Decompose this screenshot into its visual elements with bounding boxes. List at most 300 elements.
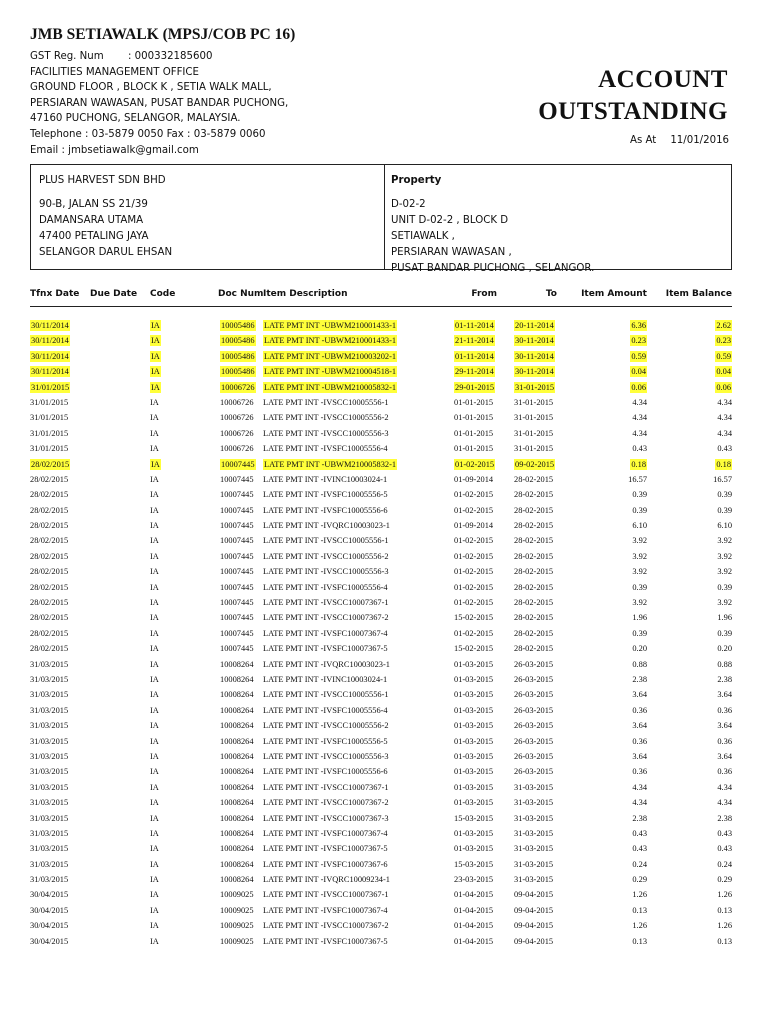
cell-from: 01-02-2015 — [454, 582, 494, 592]
table-row — [30, 795, 732, 810]
cell-to: 26-03-2015 — [514, 674, 554, 684]
cell-item-balance: 4.34 — [717, 397, 732, 407]
col-header-item-description: Item Description — [263, 289, 348, 299]
cell-item-description: LATE PMT INT -IVSCC10005556-3 — [263, 428, 389, 438]
cell-item-balance: 2.38 — [717, 813, 732, 823]
table-row — [30, 841, 732, 856]
cell-tfnx-date: 31/03/2015 — [30, 767, 69, 777]
cell-item-description: LATE PMT INT -UBWM210003202-1 — [264, 351, 397, 361]
as-at-label: As At — [630, 135, 657, 146]
cell-from: 01-03-2015 — [454, 751, 494, 761]
cell-to: 28-02-2015 — [514, 474, 554, 484]
cell-doc-num: 10009025 — [220, 936, 254, 946]
cell-to: 31-01-2015 — [514, 444, 554, 454]
gst-label: GST Reg. Num — [30, 51, 104, 62]
cell-tfnx-date: 31/03/2015 — [30, 859, 69, 869]
table-row — [30, 503, 732, 518]
cell-from: 21-11-2014 — [455, 336, 494, 346]
cell-item-amount: 1.26 — [632, 921, 647, 931]
table-row — [30, 549, 732, 564]
cell-code: IA — [150, 428, 159, 438]
cell-tfnx-date: 28/02/2015 — [30, 628, 69, 638]
cell-to: 31-03-2015 — [514, 813, 554, 823]
property-title: Property — [391, 175, 442, 186]
cell-item-balance: 0.43 — [717, 844, 732, 854]
cell-tfnx-date: 31/03/2015 — [30, 751, 69, 761]
cell-item-description: LATE PMT INT -IVSFC10007367-4 — [263, 905, 388, 915]
cell-item-balance: 2.38 — [717, 674, 732, 684]
cell-item-amount: 0.18 — [631, 459, 646, 469]
table-row — [30, 318, 732, 333]
cell-item-balance: 3.92 — [717, 536, 732, 546]
cell-code: IA — [150, 705, 159, 715]
cell-item-description: LATE PMT INT -IVSCC10005556-1 — [263, 690, 389, 700]
cell-item-description: LATE PMT INT -UBWM210005832-1 — [264, 459, 397, 469]
property-line: PERSIARAN WAWASAN , — [391, 247, 512, 258]
cell-item-description: LATE PMT INT -IVSFC10005556-5 — [263, 736, 388, 746]
document-title — [538, 64, 728, 128]
cell-to: 28-02-2015 — [514, 551, 554, 561]
cell-doc-num: 10008264 — [220, 813, 254, 823]
cell-item-amount: 0.43 — [632, 828, 647, 838]
cell-from: 01-01-2015 — [454, 397, 494, 407]
cell-doc-num: 10007445 — [220, 644, 254, 654]
cell-from: 01-04-2015 — [454, 890, 494, 900]
cell-item-balance: 0.39 — [717, 628, 732, 638]
address-line: FACILITIES MANAGEMENT OFFICE — [30, 66, 199, 78]
cell-item-balance: 4.34 — [717, 798, 732, 808]
cell-tfnx-date: 28/02/2015 — [30, 644, 69, 654]
cell-to: 26-03-2015 — [514, 736, 554, 746]
cell-doc-num: 10007445 — [220, 536, 254, 546]
cell-item-amount: 0.59 — [631, 351, 646, 361]
cell-item-balance: 0.39 — [717, 505, 732, 515]
cell-item-balance: 0.04 — [716, 367, 731, 377]
cell-doc-num: 10008264 — [220, 690, 254, 700]
cell-from: 01-02-2015 — [454, 628, 494, 638]
property-line: SETIAWALK , — [391, 231, 455, 242]
table-header — [30, 288, 732, 307]
cell-from: 01-02-2015 — [454, 536, 494, 546]
table-row — [30, 703, 732, 718]
cell-item-description: LATE PMT INT -IVSCC10007367-1 — [263, 782, 389, 792]
customer-address-line: 47400 PETALING JAYA — [39, 231, 149, 242]
cell-item-amount: 3.64 — [632, 721, 647, 731]
cell-from: 29-11-2014 — [455, 367, 494, 377]
cell-doc-num: 10005486 — [221, 336, 255, 346]
cell-tfnx-date: 31/01/2015 — [30, 444, 69, 454]
cell-item-description: LATE PMT INT -IVSFC10005556-4 — [263, 705, 388, 715]
table-row — [30, 934, 732, 949]
cell-doc-num: 10007445 — [220, 505, 254, 515]
cell-item-amount: 0.36 — [632, 767, 647, 777]
cell-item-amount: 4.34 — [632, 397, 647, 407]
cell-item-amount: 1.26 — [632, 890, 647, 900]
cell-item-description: LATE PMT INT -UBWM210001433-1 — [264, 336, 397, 346]
cell-code: IA — [150, 798, 159, 808]
cell-item-description: LATE PMT INT -IVSCC10007367-2 — [263, 798, 389, 808]
cell-item-balance: 0.13 — [717, 905, 732, 915]
cell-code: IA — [150, 505, 159, 515]
cell-code: IA — [150, 444, 159, 454]
cell-to: 31-01-2015 — [515, 382, 555, 392]
cell-from: 01-01-2015 — [454, 428, 494, 438]
cell-item-description: LATE PMT INT -IVSFC10007367-4 — [263, 828, 388, 838]
cell-item-amount: 3.92 — [632, 598, 647, 608]
cell-item-balance: 4.34 — [717, 428, 732, 438]
cell-doc-num: 10009025 — [220, 921, 254, 931]
cell-doc-num: 10008264 — [220, 875, 254, 885]
cell-from: 01-03-2015 — [454, 721, 494, 731]
cell-doc-num: 10008264 — [220, 828, 254, 838]
cell-from: 23-03-2015 — [454, 875, 494, 885]
cell-tfnx-date: 28/02/2015 — [30, 474, 69, 484]
cell-doc-num: 10009025 — [220, 905, 254, 915]
cell-tfnx-date: 31/03/2015 — [30, 798, 69, 808]
cell-item-description: LATE PMT INT -IVSCC10005556-2 — [263, 551, 389, 561]
cell-from: 01-02-2015 — [454, 551, 494, 561]
table-row — [30, 657, 732, 672]
cell-tfnx-date: 31/03/2015 — [30, 674, 69, 684]
table-row — [30, 364, 732, 379]
cell-doc-num: 10007445 — [220, 582, 254, 592]
cell-item-description: LATE PMT INT -IVQRC10009234-1 — [263, 875, 390, 885]
cell-to: 28-02-2015 — [514, 505, 554, 515]
cell-item-balance: 0.43 — [717, 828, 732, 838]
cell-tfnx-date: 31/01/2015 — [30, 428, 69, 438]
cell-code: IA — [150, 644, 159, 654]
cell-from: 01-04-2015 — [454, 936, 494, 946]
cell-code: IA — [151, 351, 160, 361]
cell-code: IA — [150, 582, 159, 592]
cell-from: 01-03-2015 — [454, 659, 494, 669]
as-at — [630, 135, 729, 146]
cell-item-amount: 0.24 — [632, 859, 647, 869]
table-row — [30, 672, 732, 687]
cell-to: 09-04-2015 — [514, 936, 554, 946]
cell-code: IA — [150, 767, 159, 777]
cell-tfnx-date: 28/02/2015 — [30, 598, 69, 608]
cell-from: 01-03-2015 — [454, 828, 494, 838]
info-box — [30, 164, 732, 274]
property-line: PUSAT BANDAR PUCHONG , SELANGOR. — [391, 263, 595, 274]
cell-item-description: LATE PMT INT -IVSCC10005556-3 — [263, 567, 389, 577]
cell-tfnx-date: 28/02/2015 — [30, 536, 69, 546]
cell-doc-num: 10008264 — [220, 859, 254, 869]
cell-tfnx-date: 31/03/2015 — [30, 659, 69, 669]
cell-code: IA — [150, 875, 159, 885]
cell-item-description: LATE PMT INT -IVSFC10007367-5 — [263, 844, 388, 854]
cell-doc-num: 10008264 — [220, 767, 254, 777]
col-header-item-balance: Item Balance — [665, 289, 732, 299]
cell-code: IA — [150, 736, 159, 746]
cell-from: 01-03-2015 — [454, 674, 494, 684]
cell-from: 01-03-2015 — [454, 798, 494, 808]
cell-item-amount: 0.88 — [632, 659, 647, 669]
cell-code: IA — [151, 321, 160, 330]
cell-tfnx-date: 30/04/2015 — [30, 921, 69, 931]
table-row — [30, 749, 732, 764]
cell-code: IA — [150, 690, 159, 700]
cell-to: 30-11-2014 — [515, 351, 554, 361]
cell-item-balance: 2.62 — [716, 321, 731, 330]
cell-code: IA — [150, 628, 159, 638]
table-row — [30, 457, 732, 472]
cell-code: IA — [150, 890, 159, 900]
cell-item-amount: 3.92 — [632, 551, 647, 561]
table-row — [30, 872, 732, 887]
col-header-tfnx-date: Tfnx Date — [30, 289, 80, 299]
cell-to: 31-03-2015 — [514, 859, 554, 869]
cell-to: 31-03-2015 — [514, 844, 554, 854]
cell-item-balance: 3.92 — [717, 567, 732, 577]
cell-from: 15-02-2015 — [454, 613, 494, 623]
cell-item-amount: 0.13 — [632, 936, 647, 946]
cell-to: 28-02-2015 — [514, 521, 554, 531]
cell-item-balance: 4.34 — [717, 413, 732, 423]
cell-item-amount: 2.38 — [632, 674, 647, 684]
cell-doc-num: 10008264 — [220, 736, 254, 746]
cell-item-description: LATE PMT INT -UBWM210001433-1 — [264, 321, 397, 330]
cell-item-balance: 1.96 — [717, 613, 732, 623]
table-row — [30, 333, 732, 348]
cell-from: 01-09-2014 — [454, 474, 494, 484]
cell-from: 01-03-2015 — [454, 736, 494, 746]
cell-doc-num: 10005486 — [221, 321, 255, 330]
cell-item-description: LATE PMT INT -IVSCC10005556-2 — [263, 413, 389, 423]
cell-to: 31-01-2015 — [514, 413, 554, 423]
cell-doc-num: 10006726 — [220, 413, 254, 423]
cell-code: IA — [151, 367, 160, 377]
cell-item-description: LATE PMT INT -IVSFC10005556-5 — [263, 490, 388, 500]
cell-item-description: LATE PMT INT -UBWM210004518-1 — [264, 367, 397, 377]
cell-item-balance: 0.43 — [717, 444, 732, 454]
as-at-date: 11/01/2016 — [670, 135, 730, 146]
cell-item-balance: 3.64 — [717, 751, 732, 761]
cell-tfnx-date: 31/03/2015 — [30, 828, 69, 838]
cell-to: 31-01-2015 — [514, 428, 554, 438]
customer-name: PLUS HARVEST SDN BHD — [39, 175, 166, 186]
cell-doc-num: 10008264 — [220, 798, 254, 808]
cell-to: 28-02-2015 — [514, 598, 554, 608]
cell-doc-num: 10006726 — [220, 397, 254, 407]
cell-item-description: LATE PMT INT -IVSCC10007367-1 — [263, 890, 389, 900]
table-row — [30, 903, 732, 918]
cell-item-balance: 3.92 — [717, 598, 732, 608]
cell-from: 01-03-2015 — [454, 767, 494, 777]
cell-doc-num: 10005486 — [221, 351, 255, 361]
table-row — [30, 441, 732, 456]
cell-from: 01-01-2015 — [454, 413, 494, 423]
cell-item-amount: 0.39 — [632, 628, 647, 638]
cell-item-amount: 0.29 — [632, 875, 647, 885]
phone-fax-line: Telephone : 03-5879 0050 Fax : 03-5879 0060 — [30, 128, 266, 140]
cell-item-description: LATE PMT INT -IVSFC10005556-4 — [263, 444, 388, 454]
cell-to: 30-11-2014 — [515, 367, 554, 377]
table-row — [30, 518, 732, 533]
cell-doc-num: 10008264 — [220, 674, 254, 684]
cell-item-balance: 0.24 — [717, 859, 732, 869]
cell-code: IA — [150, 782, 159, 792]
property-block — [391, 173, 594, 277]
cell-tfnx-date: 31/01/2015 — [30, 397, 69, 407]
cell-doc-num: 10007445 — [220, 551, 254, 561]
cell-from: 01-04-2015 — [454, 921, 494, 931]
cell-code: IA — [150, 905, 159, 915]
cell-item-description: LATE PMT INT -IVINC10003024-1 — [263, 474, 388, 484]
cell-item-description: LATE PMT INT -IVQRC10003023-1 — [263, 521, 390, 531]
table-row — [30, 887, 732, 902]
cell-from: 01-04-2015 — [454, 905, 494, 915]
cell-item-balance: 0.88 — [717, 659, 732, 669]
cell-item-balance: 1.26 — [717, 921, 732, 931]
cell-to: 28-02-2015 — [514, 644, 554, 654]
col-header-doc-num: Doc Num — [218, 289, 264, 299]
cell-tfnx-date: 28/02/2015 — [30, 490, 69, 500]
cell-code: IA — [150, 551, 159, 561]
cell-item-balance: 3.92 — [717, 551, 732, 561]
box-divider — [384, 165, 385, 269]
cell-to: 26-03-2015 — [514, 767, 554, 777]
table-row — [30, 487, 732, 502]
cell-item-description: LATE PMT INT -IVSCC10005556-2 — [263, 721, 389, 731]
cell-doc-num: 10007445 — [220, 567, 254, 577]
address-line: GROUND FLOOR , BLOCK K , SETIA WALK MALL, — [30, 82, 272, 94]
cell-from: 01-02-2015 — [454, 567, 494, 577]
cell-tfnx-date: 31/03/2015 — [30, 721, 69, 731]
cell-item-description: LATE PMT INT -IVSCC10005556-1 — [263, 536, 389, 546]
cell-item-amount: 1.96 — [632, 613, 647, 623]
cell-to: 31-03-2015 — [514, 782, 554, 792]
cell-tfnx-date: 31/03/2015 — [30, 736, 69, 746]
cell-item-description: LATE PMT INT -IVSFC10005556-6 — [263, 505, 388, 515]
cell-code: IA — [150, 859, 159, 869]
address-line: PERSIARAN WAWASAN, PUSAT BANDAR PUCHONG, — [30, 97, 289, 109]
cell-tfnx-date: 30/04/2015 — [30, 890, 69, 900]
cell-doc-num: 10008264 — [220, 721, 254, 731]
table-row — [30, 564, 732, 579]
cell-item-description: LATE PMT INT -IVSFC10007367-5 — [263, 644, 388, 654]
cell-from: 01-09-2014 — [454, 521, 494, 531]
email-line: Email : jmbsetiawalk@gmail.com — [30, 144, 199, 156]
table-row — [30, 395, 732, 410]
cell-item-amount: 4.34 — [632, 798, 647, 808]
cell-item-balance: 0.39 — [717, 582, 732, 592]
table-row — [30, 687, 732, 702]
cell-doc-num: 10005486 — [221, 367, 255, 377]
table-row — [30, 580, 732, 595]
cell-to: 28-02-2015 — [514, 613, 554, 623]
cell-doc-num: 10007445 — [220, 521, 254, 531]
cell-item-amount: 0.04 — [631, 367, 646, 377]
table-row — [30, 857, 732, 872]
cell-to: 31-01-2015 — [514, 397, 554, 407]
cell-item-amount: 16.57 — [628, 474, 647, 484]
cell-to: 28-02-2015 — [514, 582, 554, 592]
cell-from: 01-02-2015 — [454, 490, 494, 500]
cell-to: 26-03-2015 — [514, 721, 554, 731]
cell-code: IA — [150, 474, 159, 484]
cell-tfnx-date: 31/03/2015 — [30, 813, 69, 823]
cell-tfnx-date: 28/02/2015 — [30, 582, 69, 592]
cell-tfnx-date: 30/11/2014 — [31, 351, 69, 361]
cell-doc-num: 10008264 — [220, 659, 254, 669]
cell-to: 09-04-2015 — [514, 921, 554, 931]
cell-doc-num: 10007445 — [220, 474, 254, 484]
cell-code: IA — [150, 721, 159, 731]
col-header-code: Code — [150, 289, 176, 299]
cell-to: 31-03-2015 — [514, 875, 554, 885]
cell-tfnx-date: 28/02/2015 — [30, 551, 69, 561]
cell-tfnx-date: 31/03/2015 — [30, 875, 69, 885]
cell-tfnx-date: 28/02/2015 — [31, 459, 70, 469]
cell-item-balance: 3.64 — [717, 721, 732, 731]
cell-item-amount: 4.34 — [632, 782, 647, 792]
cell-item-description: LATE PMT INT -IVSFC10007367-5 — [263, 936, 388, 946]
cell-from: 29-01-2015 — [455, 382, 495, 392]
cell-from: 01-02-2015 — [454, 505, 494, 515]
cell-code: IA — [150, 521, 159, 531]
cell-item-balance: 0.18 — [716, 459, 731, 469]
cell-item-amount: 0.43 — [632, 444, 647, 454]
table-row — [30, 349, 732, 364]
cell-to: 26-03-2015 — [514, 690, 554, 700]
cell-code: IA — [150, 751, 159, 761]
cell-tfnx-date: 31/03/2015 — [30, 705, 69, 715]
cell-item-description: LATE PMT INT -IVSFC10005556-6 — [263, 767, 388, 777]
cell-item-balance: 0.36 — [717, 705, 732, 715]
cell-from: 15-02-2015 — [454, 644, 494, 654]
cell-from: 01-02-2015 — [455, 459, 495, 469]
cell-item-amount: 3.64 — [632, 751, 647, 761]
table-row — [30, 533, 732, 548]
cell-from: 01-03-2015 — [454, 844, 494, 854]
cell-doc-num: 10009025 — [220, 890, 254, 900]
table-row — [30, 610, 732, 625]
cell-item-amount: 6.10 — [632, 521, 647, 531]
cell-item-amount: 0.43 — [632, 844, 647, 854]
cell-doc-num: 10008264 — [220, 782, 254, 792]
table-row — [30, 472, 732, 487]
cell-item-amount: 3.92 — [632, 536, 647, 546]
cell-item-balance: 0.23 — [716, 336, 731, 346]
cell-code: IA — [150, 413, 159, 423]
cell-item-amount: 2.38 — [632, 813, 647, 823]
org-details — [30, 49, 288, 158]
table-row — [30, 426, 732, 441]
cell-from: 15-03-2015 — [454, 859, 494, 869]
cell-to: 26-03-2015 — [514, 705, 554, 715]
table-row — [30, 764, 732, 779]
cell-item-description: LATE PMT INT -IVSFC10007367-4 — [263, 628, 388, 638]
cell-tfnx-date: 30/11/2014 — [31, 321, 69, 330]
cell-item-description: LATE PMT INT -IVSCC10005556-3 — [263, 751, 389, 761]
cell-code: IA — [150, 921, 159, 931]
cell-code: IA — [150, 813, 159, 823]
cell-to: 30-11-2014 — [515, 336, 554, 346]
cell-doc-num: 10007445 — [221, 459, 255, 469]
cell-doc-num: 10006726 — [220, 444, 254, 454]
cell-item-balance: 3.64 — [717, 690, 732, 700]
col-header-from: From — [471, 289, 497, 299]
cell-doc-num: 10006726 — [221, 382, 255, 392]
cell-item-balance: 0.20 — [717, 644, 732, 654]
col-header-item-amount: Item Amount — [581, 289, 647, 299]
cell-item-balance: 0.59 — [716, 351, 731, 361]
cell-item-description: LATE PMT INT -UBWM210005832-1 — [264, 382, 397, 392]
cell-item-amount: 0.36 — [632, 736, 647, 746]
cell-item-description: LATE PMT INT -IVSCC10007367-1 — [263, 598, 389, 608]
